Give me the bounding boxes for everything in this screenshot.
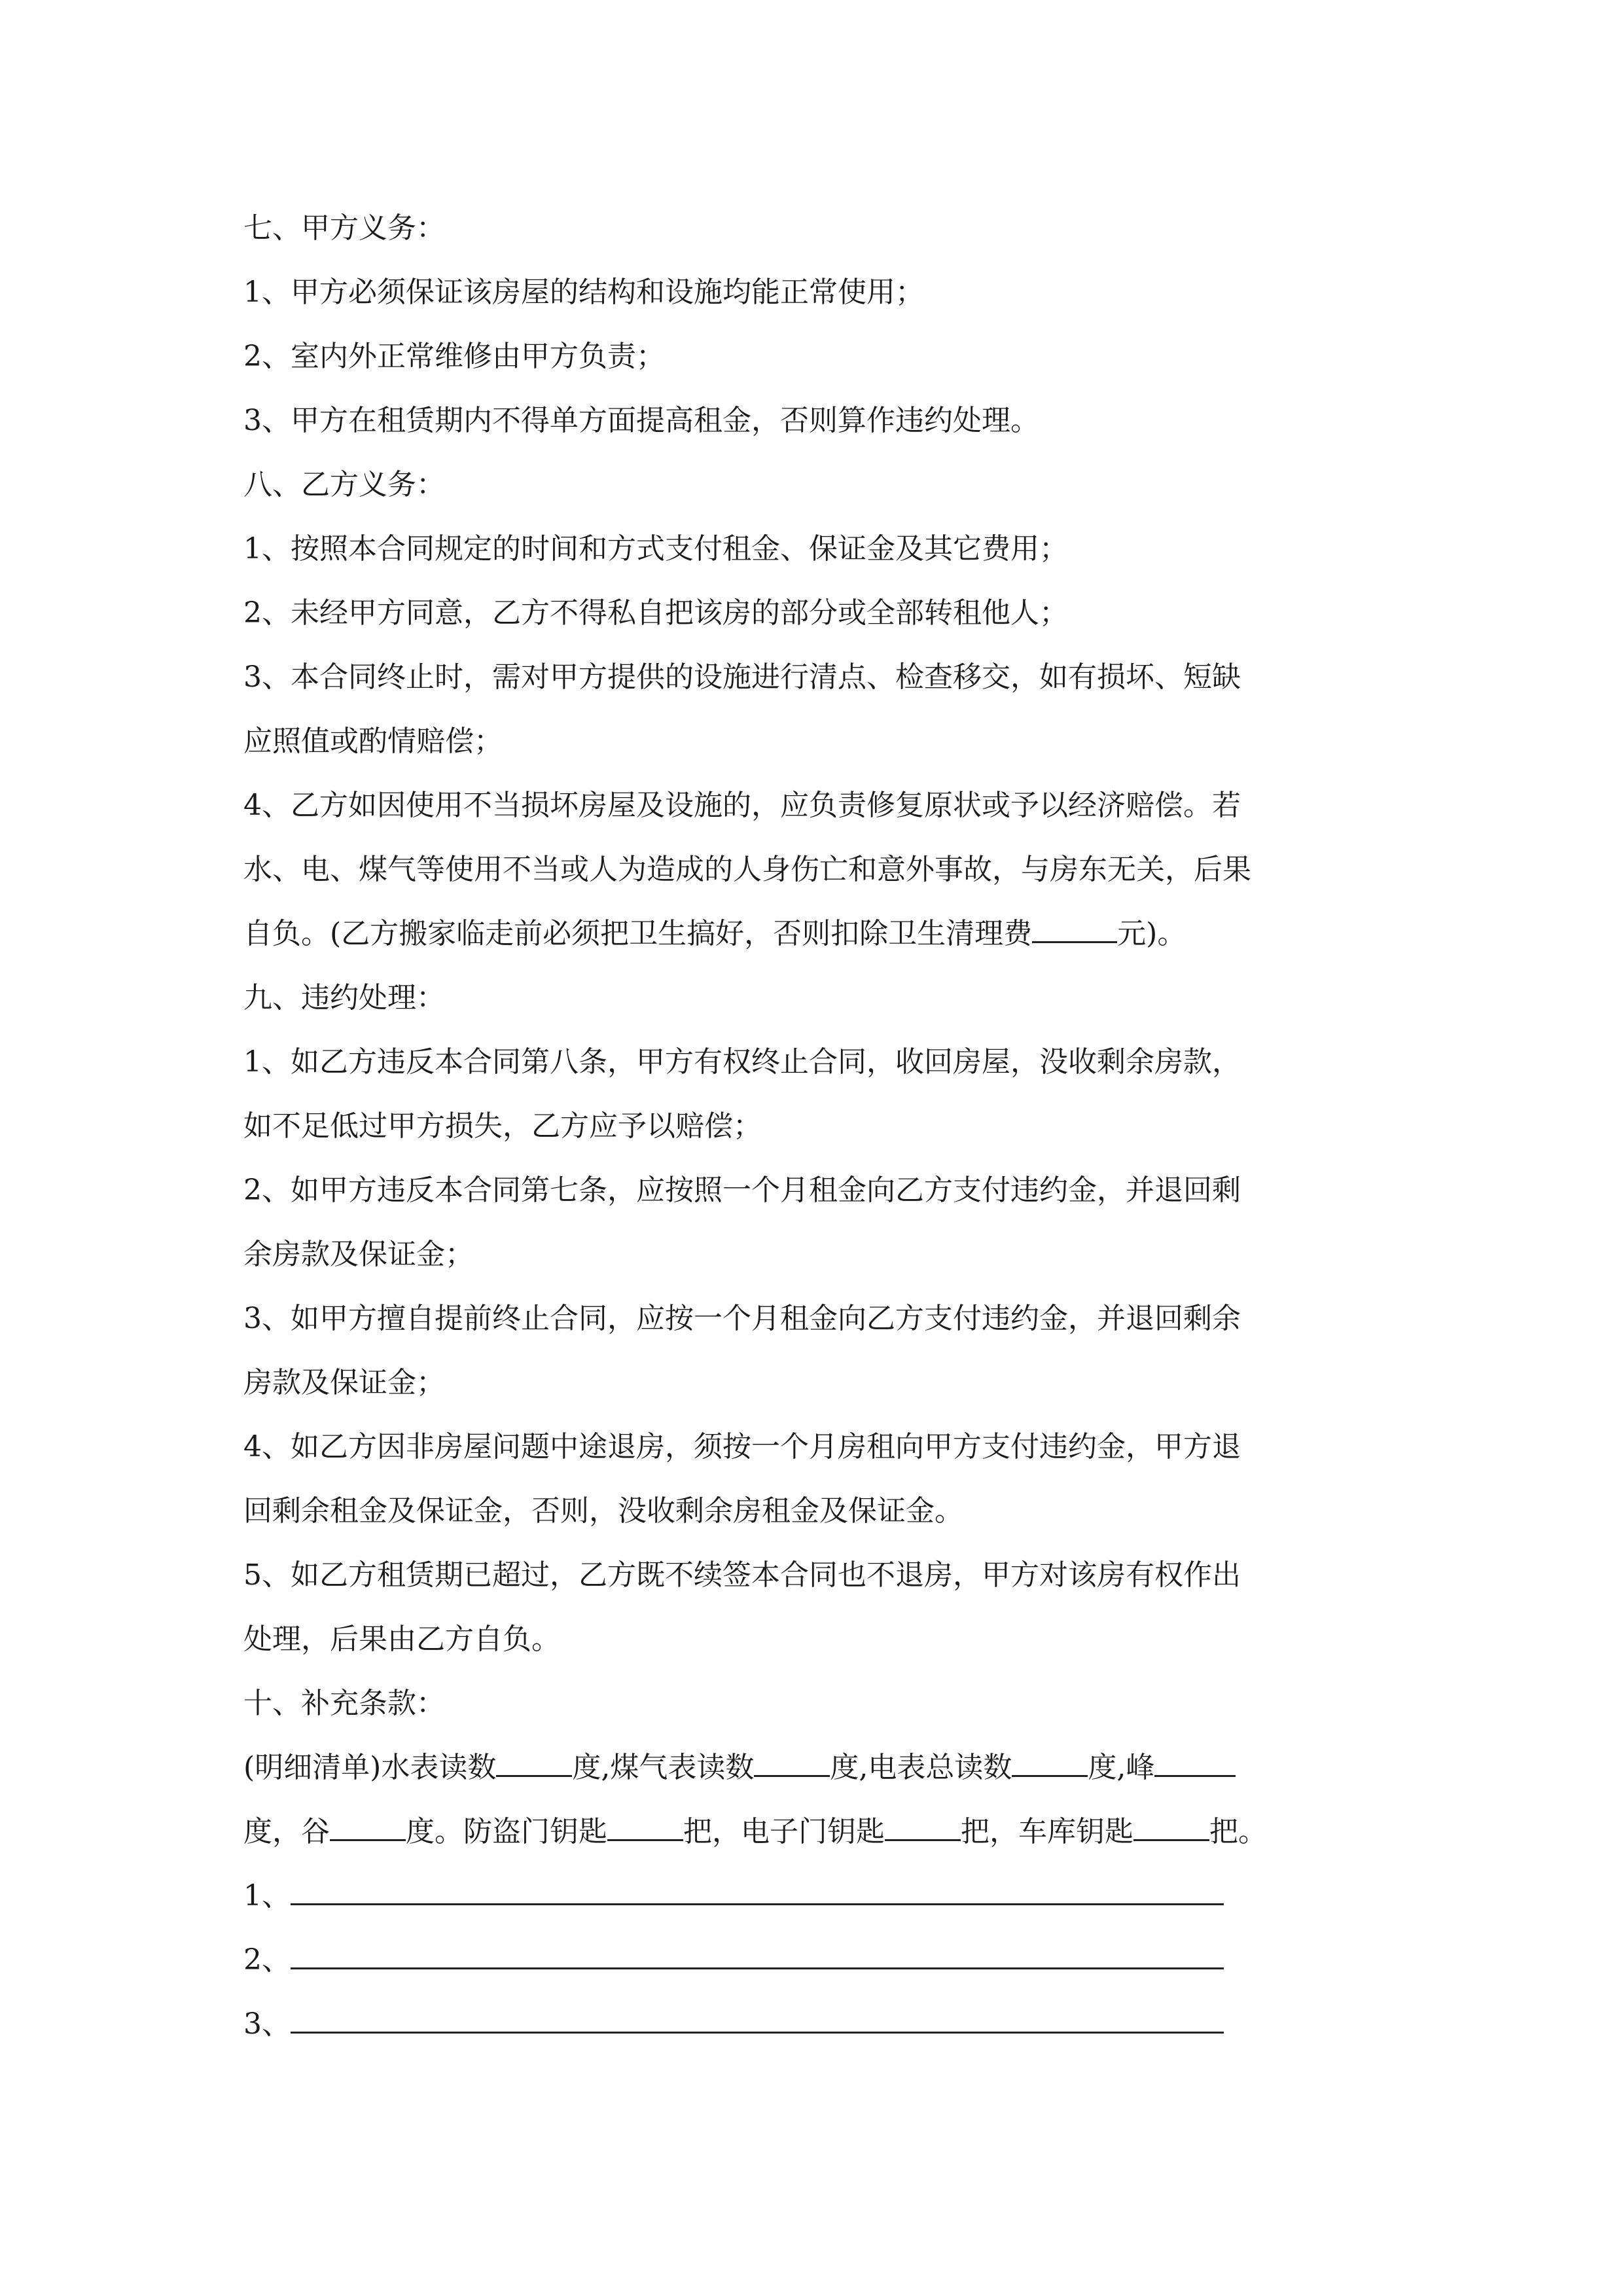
electric-meter-label: 度,电表总读数 [830, 1751, 1012, 1784]
electric-meter-blank[interactable] [1012, 1737, 1088, 1777]
gas-meter-blank[interactable] [754, 1737, 830, 1777]
garage-key-label: 把，车库钥匙 [961, 1815, 1133, 1848]
clause-blank-line[interactable] [291, 1929, 1224, 1969]
garage-key-blank[interactable] [1133, 1801, 1209, 1841]
section-8-item-3-line-2: 应照值或酌情赔偿； [243, 725, 503, 758]
section-10-heading: 十、补充条款： [243, 1687, 445, 1720]
electronic-door-key-blank[interactable] [885, 1801, 961, 1841]
section-9-item-2-line-1: 2、如甲方违反本合同第七条，应按照一个月租金向乙方支付违约金，并退回剩 [243, 1174, 1241, 1207]
clause-blank-line[interactable] [291, 1865, 1224, 1905]
security-door-key-blank[interactable] [607, 1801, 683, 1841]
section-7-item-3: 3、甲方在租赁期内不得单方面提高租金，否则算作违约处理。 [243, 404, 1039, 437]
garage-key-unit: 把。 [1209, 1815, 1267, 1848]
valley-label: 度，谷 [243, 1815, 330, 1848]
supplementary-clause-2 [243, 1928, 1395, 1992]
section-9-item-2-line-2: 余房款及保证金； [243, 1238, 474, 1271]
electronic-door-key-label: 把，电子门钥匙 [683, 1815, 885, 1848]
section-8-item-3-line-1: 3、本合同终止时，需对甲方提供的设施进行清点、检查移交，如有损坏、短缺 [243, 660, 1241, 694]
section-9-item-1-line-2: 如不足低过甲方损失，乙方应予以赔偿； [243, 1109, 762, 1143]
section-8-heading: 八、乙方义务： [243, 468, 445, 501]
section-9-heading: 九、违约处理： [243, 981, 445, 1014]
clause-number: 3、 [243, 2007, 291, 2041]
section-9-item-4-line-1: 4、如乙方因非房屋问题中途退房，须按一个月房租向甲方支付违约金，甲方退 [243, 1430, 1241, 1463]
supplementary-clause-1 [243, 1864, 1395, 1928]
section-7-item-2: 2、室内外正常维修由甲方负责； [243, 340, 665, 373]
supplementary-clause-3 [243, 1992, 1395, 2056]
section-9-item-3-line-1: 3、如甲方擅自提前终止合同，应按一个月租金向乙方支付违约金，并退回剩余 [243, 1302, 1241, 1335]
detail-list-line-1 [243, 1736, 1395, 1800]
clause-blank-line[interactable] [291, 1994, 1224, 2034]
security-door-key-label: 度。防盗门钥匙 [406, 1815, 607, 1848]
section-9-item-1-line-1: 1、如乙方违反本合同第八条，甲方有权终止合同，收回房屋，没收剩余房款， [243, 1045, 1241, 1079]
water-meter-blank[interactable] [496, 1737, 572, 1777]
section-8-item-4-line-2: 水、电、煤气等使用不当或人为造成的人身伤亡和意外事故，与房东无关，后果 [243, 853, 1251, 886]
detail-list-line-2 [243, 1800, 1395, 1864]
section-9-item-5-line-2: 处理，后果由乙方自负。 [243, 1623, 560, 1656]
section-9-item-3-line-2: 房款及保证金； [243, 1366, 445, 1399]
section-8-item-1: 1、按照本合同规定的时间和方式支付租金、保证金及其它费用； [243, 532, 1068, 565]
section-9-item-5-line-1: 5、如乙方租赁期已超过，乙方既不续签本合同也不退房，甲方对该房有权作出 [243, 1558, 1241, 1592]
clause-number: 2、 [243, 1943, 291, 1977]
section-8-item-4-line-3 [243, 902, 1395, 966]
section-9-item-4-line-2: 回剩余租金及保证金，否则，没收剩余房租金及保证金。 [243, 1494, 963, 1528]
section-8-item-4-line-1: 4、乙方如因使用不当损坏房屋及设施的，应负责修复原状或予以经济赔偿。若 [243, 789, 1241, 822]
water-meter-label: (明细清单)水表读数 [243, 1751, 497, 1784]
section-7-heading: 七、甲方义务： [243, 211, 445, 245]
contract-page [243, 196, 1395, 2056]
cleaning-fee-text: 自负。(乙方搬家临走前必须把卫生搞好，否则扣除卫生清理费 [243, 917, 1033, 950]
peak-blank[interactable] [1154, 1737, 1236, 1777]
gas-meter-label: 度,煤气表读数 [572, 1751, 755, 1784]
valley-blank[interactable] [330, 1801, 406, 1841]
section-8-item-2: 2、未经甲方同意，乙方不得私自把该房的部分或全部转租他人； [243, 596, 1068, 630]
cleaning-fee-blank[interactable] [1032, 903, 1117, 943]
section-7-item-1: 1、甲方必须保证该房屋的结构和设施均能正常使用； [243, 276, 924, 309]
clause-number: 1、 [243, 1879, 291, 1912]
cleaning-fee-unit: 元)。 [1117, 917, 1186, 950]
peak-label: 度,峰 [1088, 1751, 1155, 1784]
